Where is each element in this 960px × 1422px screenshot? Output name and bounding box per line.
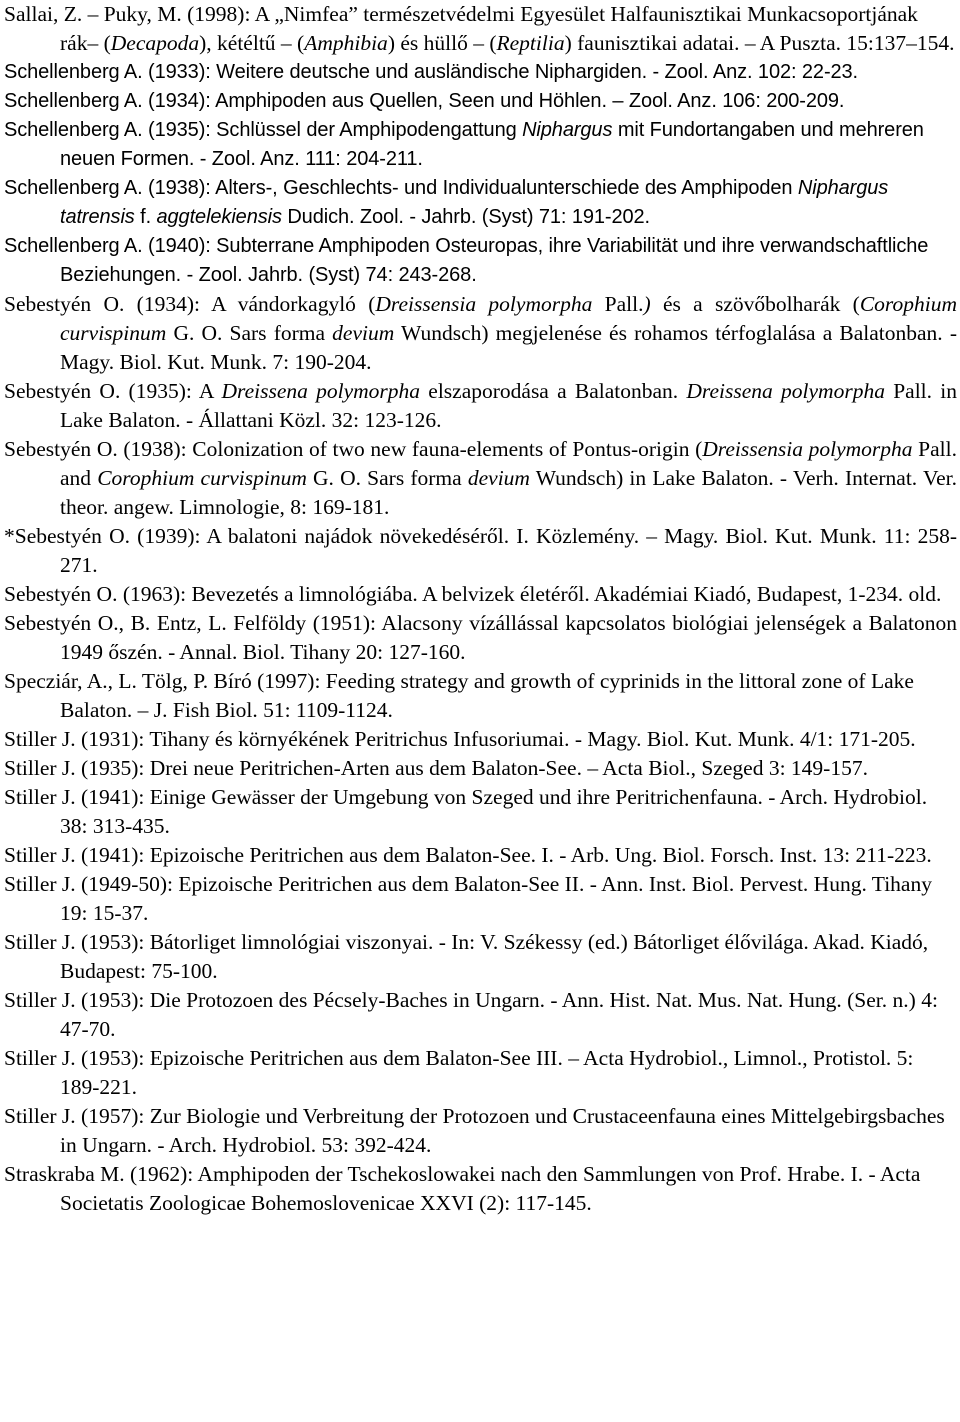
reference-text: Schellenberg A. (1935): Schlüssel der Amphipodengattung bbox=[4, 119, 523, 141]
italic-taxon-text: Niphargus tatrensis bbox=[60, 177, 889, 228]
reference-text: Sebestyén O., B. Entz, L. Felföldy (1951): Alacsony vízállással kapcsolatos biológiai jelenségek a Balatonon 1949 őszén. - Annal. Biol. Tihany 20: 127-160. bbox=[4, 611, 957, 664]
reference-text: ) faunisztikai adatai. – A Puszta. 15:137–154. bbox=[564, 31, 955, 55]
italic-taxon-text: Reptilia bbox=[496, 31, 565, 55]
italic-taxon-text: Dreissensia polymorpha bbox=[702, 437, 913, 461]
reference-entry bbox=[4, 783, 957, 841]
reference-text: ), kétéltű – ( bbox=[199, 31, 305, 55]
reference-entry bbox=[4, 1102, 957, 1160]
reference-text: ) és hüllő – ( bbox=[387, 31, 497, 55]
reference-text: Straskraba M. (1962): Amphipoden der Tschekoslowakei nach den Sammlungen von Prof. Hrabe. I. - Acta Societatis Zoologicae Bohemoslovenicae XXVI (2): 117-145. bbox=[4, 1162, 921, 1215]
reference-text: és a szövőbolharák ( bbox=[650, 292, 860, 316]
reference-text: Sallai, Z. – Puky, M. (1998): A „Nimfea” természetvédelmi Egyesület Halfaunisztikai Munkacsoportjának rák– ( bbox=[4, 2, 918, 55]
reference-text: Dudich. Zool. - Jahrb. (Syst) 71: 191-202. bbox=[281, 206, 650, 228]
reference-entry bbox=[4, 580, 957, 609]
italic-taxon-text: devium bbox=[332, 321, 395, 345]
reference-text: Sebestyén O. (1963): Bevezetés a limnológiába. A belvizek életéről. Akadémiai Kiadó, Budapest, 1-234. old. bbox=[4, 582, 942, 606]
reference-text: Sebestyén O. (1938): Colonization of two new fauna-elements of Pontus-origin ( bbox=[4, 437, 703, 461]
reference-entry bbox=[4, 87, 957, 116]
reference-text: Stiller J. (1957): Zur Biologie und Verbreitung der Protozoen und Crustaceenfauna eines Mittelgebirgsbaches in Ungarn. - Arch. Hydrobiol. 53: 392-424. bbox=[4, 1104, 945, 1157]
reference-entry bbox=[4, 1160, 957, 1218]
reference-text: Schellenberg A. (1934): Amphipoden aus Quellen, Seen und Höhlen. – Zool. Anz. 106: 200-209. bbox=[4, 90, 845, 112]
italic-taxon-text: Dreissensia polymorpha bbox=[375, 292, 593, 316]
reference-entry bbox=[4, 58, 957, 87]
italic-taxon-text: Niphargus bbox=[522, 119, 613, 141]
reference-text: Stiller J. (1941): Epizoische Peritrichen aus dem Balaton-See. I. - Arb. Ung. Biol. Forsch. Inst. 13: 211-223. bbox=[4, 843, 932, 867]
reference-entry bbox=[4, 1044, 957, 1102]
reference-text: *Sebestyén O. (1939): A balatoni najádok növekedéséről. I. Közlemény. – Magy. Biol. Kut. Munk. 11: 258-271. bbox=[4, 524, 957, 577]
reference-text: Sebestyén O. (1935): A bbox=[4, 379, 222, 403]
reference-entry bbox=[4, 754, 957, 783]
reference-text: Stiller J. (1953): Die Protozoen des Pécsely-Baches in Ungarn. - Ann. Hist. Nat. Mus. Nat. Hung. (Ser. n.) 4: 47-70. bbox=[4, 988, 938, 1041]
reference-text: Stiller J. (1949-50): Epizoische Peritrichen aus dem Balaton-See II. - Ann. Inst. Biol. Pervest. Hung. Tihany 19: 15-37. bbox=[4, 872, 932, 925]
reference-entry bbox=[4, 435, 957, 522]
italic-taxon-text: Dreissena polymorpha bbox=[221, 379, 421, 403]
reference-text: Specziár, A., L. Tölg, P. Bíró (1997): Feeding strategy and growth of cyprinids in the littoral zone of Lake Balaton. – J. Fish Biol. 51: 1109-1124. bbox=[4, 669, 914, 722]
reference-text: Schellenberg A. (1938): Alters-, Geschlechts- und Individualunterschiede des Amphipoden bbox=[4, 177, 798, 199]
reference-text: Sebestyén O. (1934): A vándorkagyló ( bbox=[4, 292, 376, 316]
reference-entry bbox=[4, 232, 957, 290]
reference-entry bbox=[4, 116, 957, 174]
reference-text: Wundsch) in Lake Balaton. - Verh. Internat. Ver. theor. angew. Limnologie, 8: 169-181. bbox=[60, 466, 958, 519]
reference-text: Stiller J. (1935): Drei neue Peritrichen-Arten aus dem Balaton-See. – Acta Biol., Szeged 3: 149-157. bbox=[4, 756, 868, 780]
reference-text: Stiller J. (1931): Tihany és környékének Peritrichus Infusoriumai. - Magy. Biol. Kut. Munk. 4/1: 171-205. bbox=[4, 727, 916, 751]
reference-entry bbox=[4, 609, 957, 667]
reference-entry bbox=[4, 928, 957, 986]
reference-text: f. bbox=[134, 206, 157, 228]
reference-entry bbox=[4, 377, 957, 435]
reference-text: Stiller J. (1953): Bátorliget limnológiai viszonyai. - In: V. Székessy (ed.) Bátorliget élővilága. Akad. Kiadó, Budapest: 75-100. bbox=[4, 930, 929, 983]
reference-text: mit Fundortangaben und mehreren neuen Formen. - Zool. Anz. 111: 204-211. bbox=[60, 119, 924, 170]
italic-taxon-text: Decapoda bbox=[110, 31, 200, 55]
reference-entry bbox=[4, 667, 957, 725]
reference-text: Pall. and bbox=[60, 437, 958, 490]
reference-entry bbox=[4, 870, 957, 928]
reference-text: Stiller J. (1941): Einige Gewässer der Umgebung von Szeged und ihre Peritrichenfauna. - Arch. Hydrobiol. 38: 313-435. bbox=[4, 785, 928, 838]
italic-taxon-text: aggtelekiensis bbox=[156, 206, 282, 228]
reference-entry bbox=[4, 986, 957, 1044]
reference-entry bbox=[4, 290, 957, 377]
reference-entry bbox=[4, 522, 957, 580]
italic-taxon-text: Amphibia bbox=[304, 31, 388, 55]
reference-text: Stiller J. (1953): Epizoische Peritrichen aus dem Balaton-See III. – Acta Hydrobiol., Limnol., Protistol. 5: 189-221. bbox=[4, 1046, 914, 1099]
reference-entry bbox=[4, 174, 957, 232]
reference-text: Pall. in Lake Balaton. - Állattani Közl. 32: 123-126. bbox=[60, 379, 957, 432]
italic-taxon-text: devium bbox=[467, 466, 530, 490]
reference-text: elszaporodása a Balatonban. bbox=[420, 379, 687, 403]
reference-entry bbox=[4, 841, 957, 870]
italic-taxon-text: Corophium curvispinum bbox=[60, 292, 957, 345]
reference-entry bbox=[4, 0, 957, 58]
reference-list bbox=[4, 0, 957, 1218]
reference-text: G. O. Sars forma bbox=[306, 466, 468, 490]
italic-taxon-text: Corophium curvispinum bbox=[97, 466, 307, 490]
reference-text: Schellenberg A. (1933): Weitere deutsche und ausländische Niphargiden. - Zool. Anz. 102: 22-23. bbox=[4, 61, 859, 83]
reference-text: Pall. bbox=[592, 292, 644, 316]
italic-taxon-text: Dreissena polymorpha bbox=[686, 379, 885, 403]
reference-entry bbox=[4, 725, 957, 754]
reference-text: Wundsch) megjelenése és rohamos térfoglalása a Balatonban. - Magy. Biol. Kut. Munk. 7: 190-204. bbox=[60, 321, 957, 374]
reference-text: Schellenberg A. (1940): Subterrane Amphipoden Osteuropas, ihre Variabilität und ihre verwandschaftliche Beziehungen. - Zool. Jahrb. (Syst) 74: 243-268. bbox=[4, 235, 929, 286]
italic-taxon-text: ) bbox=[643, 292, 651, 316]
reference-text: G. O. Sars forma bbox=[166, 321, 333, 345]
